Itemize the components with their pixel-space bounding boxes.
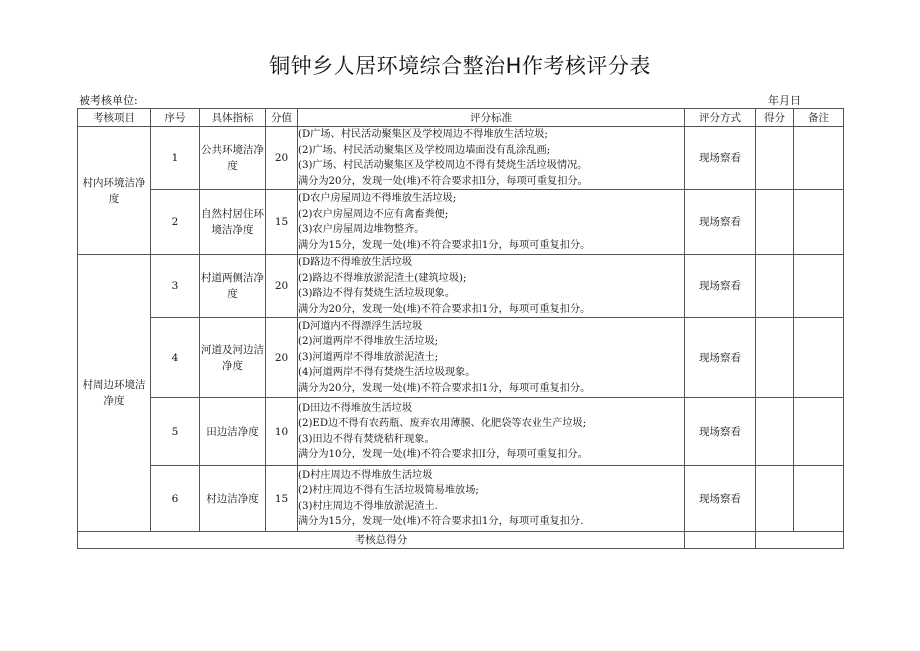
- method-cell: 现场察看: [685, 190, 756, 255]
- remark-cell: [794, 318, 844, 398]
- criteria-line: (4)河道两岸不得有焚烧生活垃圾现象。: [298, 367, 476, 379]
- table-row: [78, 127, 844, 190]
- indicator-name: 自然村居住环境洁净度: [200, 190, 266, 255]
- method-cell: 现场察看: [685, 127, 756, 190]
- remark-cell: [794, 466, 844, 532]
- criteria-line: (2)路边不得堆放淤泥渣土(建筑垃圾);: [298, 272, 467, 284]
- score-table: [77, 108, 844, 549]
- assessed-unit-label: 被考核单位:: [79, 94, 138, 107]
- criteria-line: 满分为20分，发现一处(堆)不符合要求扣1分，每项可重复扣分。: [298, 382, 591, 394]
- criteria-line: (D路边不得堆放生活垃圾: [298, 257, 413, 268]
- header-no: 序号: [151, 109, 200, 127]
- criteria-line: (2)农户房屋周边不应有禽畜粪便;: [298, 208, 449, 220]
- row-number: 6: [151, 466, 200, 532]
- remark-cell: [794, 127, 844, 190]
- criteria-cell: [298, 255, 685, 318]
- criteria-line: (D农户房屋周边不得堆放生活垃圾;: [298, 193, 457, 204]
- group-name: 村内环境洁净度: [78, 127, 151, 255]
- criteria-line: 满分为20分，发现一处(堆)不符合要求扣1分，每项可重复扣分。: [298, 303, 591, 315]
- method-cell: 现场察看: [685, 466, 756, 532]
- criteria-line: (D广场、村民活动聚集区及学校周边不得堆放生活垃圾;: [298, 129, 548, 140]
- header-item: 考核项目: [78, 109, 151, 127]
- score-value: 20: [266, 255, 298, 318]
- criteria-line: 满分为15分，发现一处(堆)不符合要求扣1分，每项可重复扣分.: [298, 516, 584, 527]
- remark-cell: [794, 398, 844, 466]
- page-title: 铜钟乡人居环境综合整治H作考核评分表: [269, 54, 651, 78]
- total-row: [78, 532, 844, 549]
- criteria-line: (3)路边不得有焚烧生活垃圾现象。: [298, 288, 456, 299]
- criteria-line: (2)河道两岸不得堆放生活垃圾;: [298, 336, 439, 348]
- score-value: 15: [266, 466, 298, 532]
- total-score-cell: [756, 532, 844, 549]
- table-row: [78, 398, 844, 466]
- indicator-name: 村道两侧洁净度: [200, 255, 266, 318]
- criteria-line: (D河道内不得漂浮生活垃圾: [298, 320, 423, 332]
- criteria-line: (3)广场、村民活动聚集区及学校周边不得有焚烧生活垃圾情况。: [298, 160, 588, 171]
- total-label: 考核总得分: [78, 532, 685, 549]
- criteria-line: (D村庄周边不得堆放生活垃圾: [298, 469, 433, 481]
- criteria-line: (D田边不得堆放生活垃圾: [298, 402, 413, 414]
- header-score: 分值: [266, 109, 298, 127]
- criteria-line: (3)村庄周边不得堆放淤泥渣土.: [298, 500, 438, 512]
- score-value: 20: [266, 127, 298, 190]
- method-cell: 现场察看: [685, 398, 756, 466]
- header-method: 评分方式: [685, 109, 756, 127]
- criteria-line: (3)河道两岸不得堆放淤泥渣土;: [298, 351, 439, 363]
- date-label: 年月日: [768, 94, 801, 107]
- criteria-cell: [298, 190, 685, 255]
- got-score-cell: [756, 466, 794, 532]
- score-value: 15: [266, 190, 298, 255]
- criteria-cell: [298, 127, 685, 190]
- table-row: [78, 190, 844, 255]
- got-score-cell: [756, 398, 794, 466]
- indicator-name: 河道及河边洁净度: [200, 318, 266, 398]
- table-header-row: [78, 109, 844, 127]
- row-number: 2: [151, 190, 200, 255]
- indicator-name: 公共环境洁净度: [200, 127, 266, 190]
- table-row: [78, 255, 844, 318]
- got-score-cell: [756, 127, 794, 190]
- criteria-line: 满分为10分，发现一处(堆)不符合要求扣I分，每项可重复扣分。: [298, 449, 588, 460]
- header-indicator: 具体指标: [200, 109, 266, 127]
- criteria-line: (2)广场、村民活动聚集区及学校周边墙面没有乱涂乱画;: [298, 144, 551, 156]
- got-score-cell: [756, 190, 794, 255]
- table-row: [78, 466, 844, 532]
- indicator-name: 田边洁净度: [200, 398, 266, 466]
- criteria-line: (3)田边不得有焚烧秸秆现象。: [298, 433, 435, 445]
- header-remark: 备注: [794, 109, 844, 127]
- remark-cell: [794, 255, 844, 318]
- criteria-line: 满分为15分，发现一处(堆)不符合要求扣1分，每项可重复扣分。: [298, 239, 591, 251]
- table-row: [78, 318, 844, 398]
- score-value: 10: [266, 398, 298, 466]
- score-value: 20: [266, 318, 298, 398]
- got-score-cell: [756, 255, 794, 318]
- row-number: 3: [151, 255, 200, 318]
- method-cell: 现场察看: [685, 318, 756, 398]
- criteria-cell: [298, 466, 685, 532]
- criteria-cell: [298, 318, 685, 398]
- indicator-name: 村边洁净度: [200, 466, 266, 532]
- criteria-line: (3)农户房屋周边堆物整齐。: [298, 224, 425, 235]
- row-number: 4: [151, 318, 200, 398]
- criteria-line: (2)ED边不得有农药瓶、废弃农用薄膜、化肥袋等农业生产垃圾;: [298, 418, 587, 429]
- header-criteria: 评分标准: [298, 109, 685, 127]
- criteria-cell: [298, 398, 685, 466]
- method-cell: 现场察看: [685, 255, 756, 318]
- criteria-line: (2)村庄周边不得有生活垃圾简易堆放场;: [298, 485, 479, 496]
- remark-cell: [794, 190, 844, 255]
- group-name: 村周边环境洁净度: [78, 255, 151, 532]
- header-got: 得分: [756, 109, 794, 127]
- row-number: 1: [151, 127, 200, 190]
- row-number: 5: [151, 398, 200, 466]
- got-score-cell: [756, 318, 794, 398]
- total-method-cell: [685, 532, 756, 549]
- criteria-line: 满分为20分，发现一处(堆)不符合要求扣I分，每项可重复扣分。: [298, 175, 588, 187]
